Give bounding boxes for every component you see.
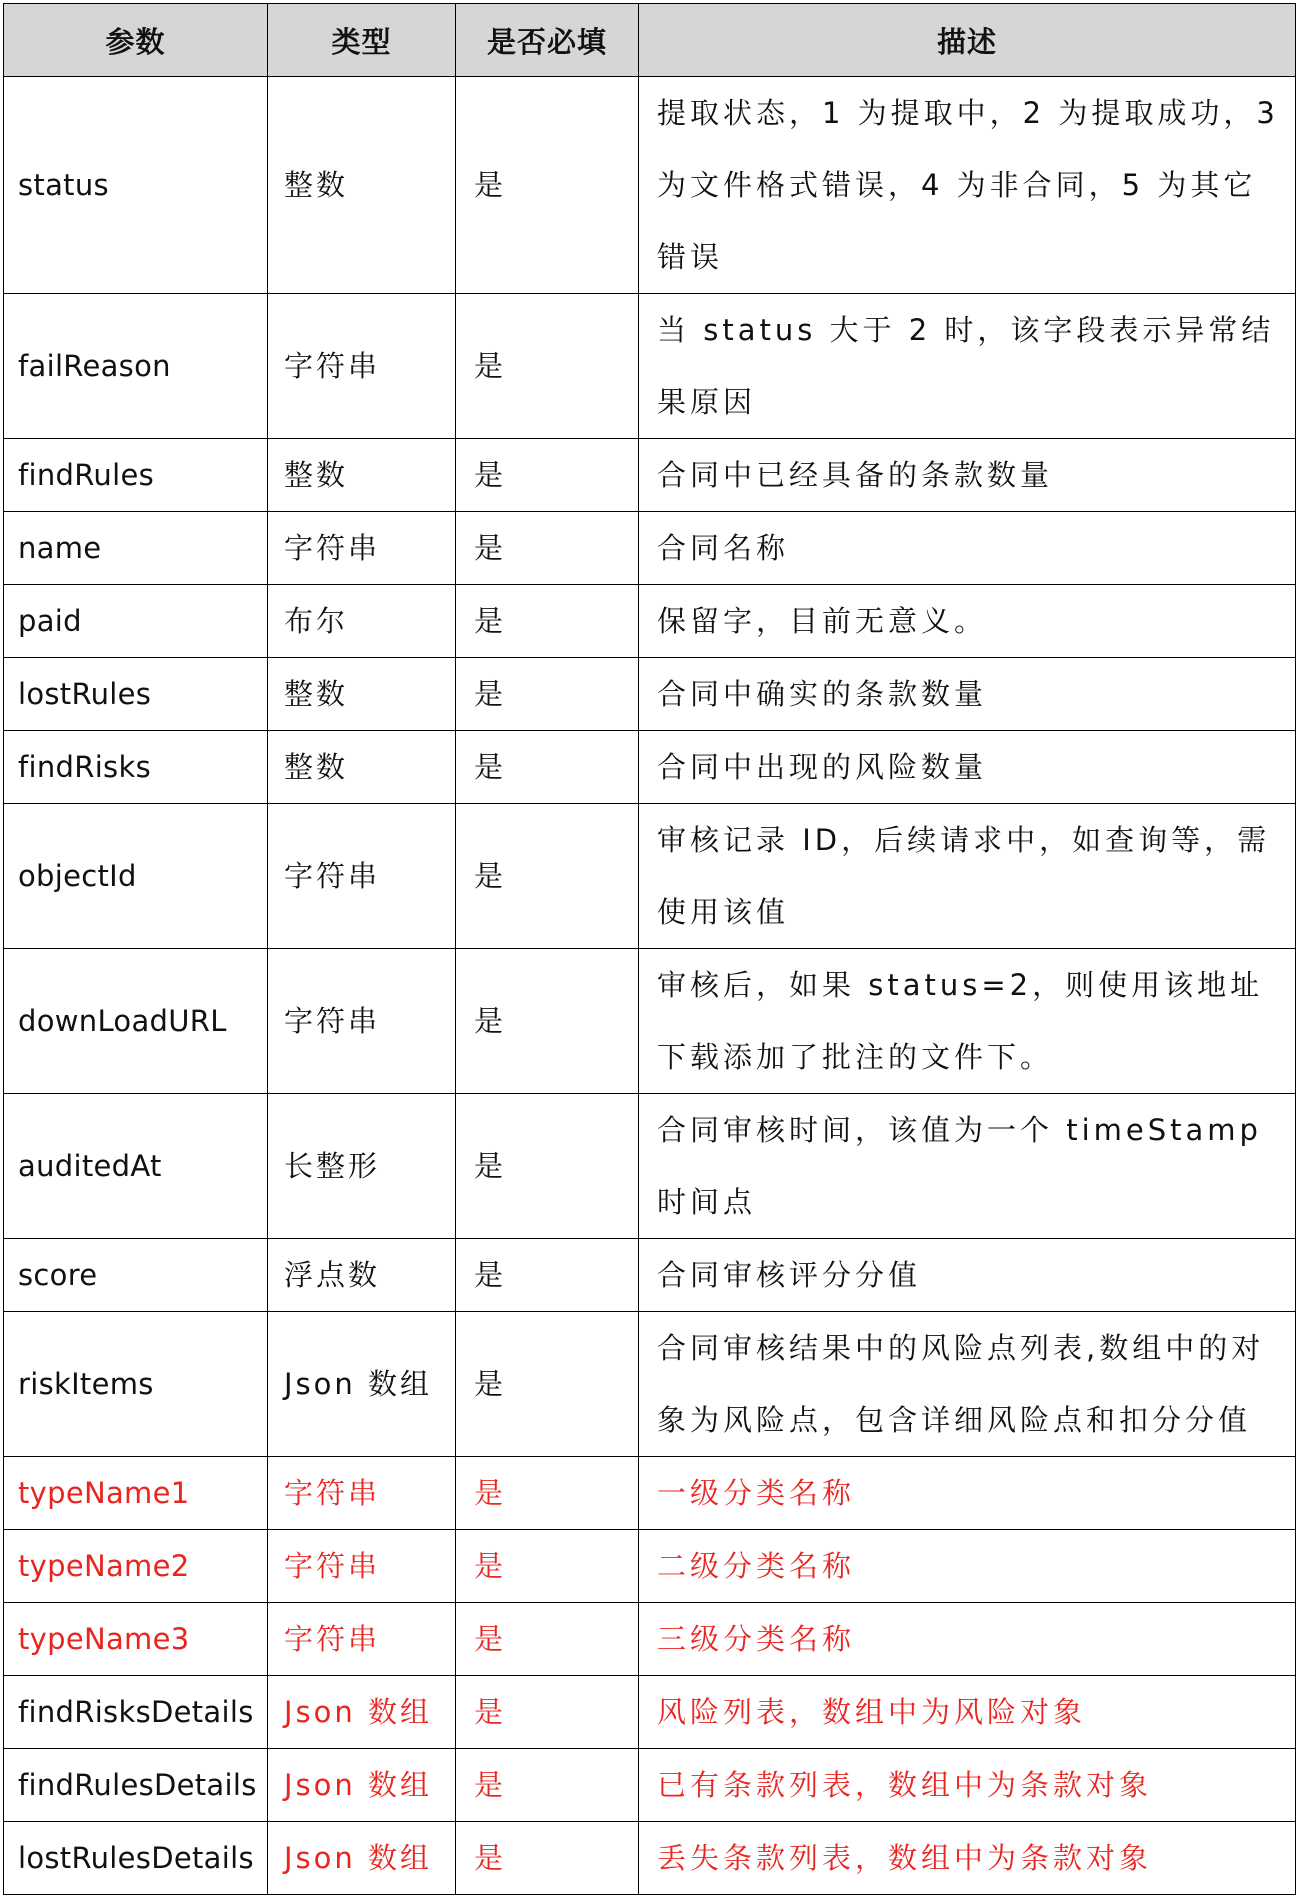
table-row: [4, 1312, 1296, 1457]
param-cell: objectId: [4, 804, 268, 949]
description-cell: 一级分类名称: [639, 1457, 1296, 1530]
param-cell: typeName2: [4, 1530, 268, 1603]
type-cell: Json 数组: [268, 1676, 456, 1749]
type-cell: 字符串: [268, 294, 456, 439]
description-cell: 当 status 大于 2 时，该字段表示异常结果原因: [639, 294, 1296, 439]
description-cell: 风险列表，数组中为风险对象: [639, 1676, 1296, 1749]
description-cell: 丢失条款列表，数组中为条款对象: [639, 1822, 1296, 1895]
description-cell: 合同审核时间，该值为一个 timeStamp 时间点: [639, 1094, 1296, 1239]
table-row: [4, 585, 1296, 658]
description-cell: 合同中出现的风险数量: [639, 731, 1296, 804]
table-row: [4, 512, 1296, 585]
param-cell: status: [4, 77, 268, 294]
required-cell: 是: [456, 512, 639, 585]
header-required: 是否必填: [456, 4, 639, 77]
type-cell: 字符串: [268, 1603, 456, 1676]
description-cell: 合同名称: [639, 512, 1296, 585]
description-cell: 已有条款列表，数组中为条款对象: [639, 1749, 1296, 1822]
param-cell: downLoadURL: [4, 949, 268, 1094]
required-cell: 是: [456, 585, 639, 658]
required-cell: 是: [456, 77, 639, 294]
required-cell: 是: [456, 1094, 639, 1239]
header-description: 描述: [639, 4, 1296, 77]
description-cell: 合同审核评分分值: [639, 1239, 1296, 1312]
type-cell: 长整形: [268, 1094, 456, 1239]
parameter-table: [3, 3, 1296, 1895]
required-cell: 是: [456, 439, 639, 512]
table-row: [4, 731, 1296, 804]
param-cell: lostRulesDetails: [4, 1822, 268, 1895]
param-cell: typeName1: [4, 1457, 268, 1530]
type-cell: Json 数组: [268, 1749, 456, 1822]
header-param: 参数: [4, 4, 268, 77]
header-row: [4, 4, 1296, 77]
required-cell: 是: [456, 1749, 639, 1822]
description-cell: 合同审核结果中的风险点列表,数组中的对象为风险点，包含详细风险点和扣分分值: [639, 1312, 1296, 1457]
description-cell: 审核记录 ID，后续请求中，如查询等，需使用该值: [639, 804, 1296, 949]
table-row: [4, 1239, 1296, 1312]
header-type: 类型: [268, 4, 456, 77]
required-cell: 是: [456, 949, 639, 1094]
param-cell: name: [4, 512, 268, 585]
table-row: [4, 439, 1296, 512]
param-cell: score: [4, 1239, 268, 1312]
param-cell: findRulesDetails: [4, 1749, 268, 1822]
table-body: [4, 77, 1296, 1895]
table-row: [4, 294, 1296, 439]
description-cell: 审核后，如果 status=2，则使用该地址下载添加了批注的文件下。: [639, 949, 1296, 1094]
table-row: [4, 77, 1296, 294]
description-cell: 保留字，目前无意义。: [639, 585, 1296, 658]
type-cell: 字符串: [268, 949, 456, 1094]
description-cell: 合同中确实的条款数量: [639, 658, 1296, 731]
table-row: [4, 1676, 1296, 1749]
table-row: [4, 658, 1296, 731]
table-row: [4, 1749, 1296, 1822]
param-cell: findRules: [4, 439, 268, 512]
param-cell: riskItems: [4, 1312, 268, 1457]
table-row: [4, 804, 1296, 949]
param-cell: auditedAt: [4, 1094, 268, 1239]
required-cell: 是: [456, 1530, 639, 1603]
type-cell: 整数: [268, 439, 456, 512]
type-cell: 浮点数: [268, 1239, 456, 1312]
description-cell: 二级分类名称: [639, 1530, 1296, 1603]
required-cell: 是: [456, 804, 639, 949]
type-cell: 字符串: [268, 512, 456, 585]
table-row: [4, 1603, 1296, 1676]
param-cell: typeName3: [4, 1603, 268, 1676]
param-cell: lostRules: [4, 658, 268, 731]
required-cell: 是: [456, 731, 639, 804]
param-cell: findRisks: [4, 731, 268, 804]
table-row: [4, 1094, 1296, 1239]
required-cell: 是: [456, 658, 639, 731]
param-cell: findRisksDetails: [4, 1676, 268, 1749]
type-cell: 字符串: [268, 1530, 456, 1603]
type-cell: Json 数组: [268, 1822, 456, 1895]
type-cell: Json 数组: [268, 1312, 456, 1457]
required-cell: 是: [456, 1676, 639, 1749]
table-row: [4, 1530, 1296, 1603]
type-cell: 整数: [268, 658, 456, 731]
description-cell: 三级分类名称: [639, 1603, 1296, 1676]
type-cell: 整数: [268, 731, 456, 804]
required-cell: 是: [456, 1603, 639, 1676]
type-cell: 字符串: [268, 1457, 456, 1530]
description-cell: 提取状态，1 为提取中，2 为提取成功，3 为文件格式错误，4 为非合同，5 为其它错误: [639, 77, 1296, 294]
required-cell: 是: [456, 1239, 639, 1312]
type-cell: 整数: [268, 77, 456, 294]
required-cell: 是: [456, 294, 639, 439]
param-cell: paid: [4, 585, 268, 658]
table-row: [4, 1822, 1296, 1895]
param-cell: failReason: [4, 294, 268, 439]
required-cell: 是: [456, 1312, 639, 1457]
type-cell: 字符串: [268, 804, 456, 949]
table-row: [4, 1457, 1296, 1530]
description-cell: 合同中已经具备的条款数量: [639, 439, 1296, 512]
type-cell: 布尔: [268, 585, 456, 658]
required-cell: 是: [456, 1457, 639, 1530]
required-cell: 是: [456, 1822, 639, 1895]
table-row: [4, 949, 1296, 1094]
